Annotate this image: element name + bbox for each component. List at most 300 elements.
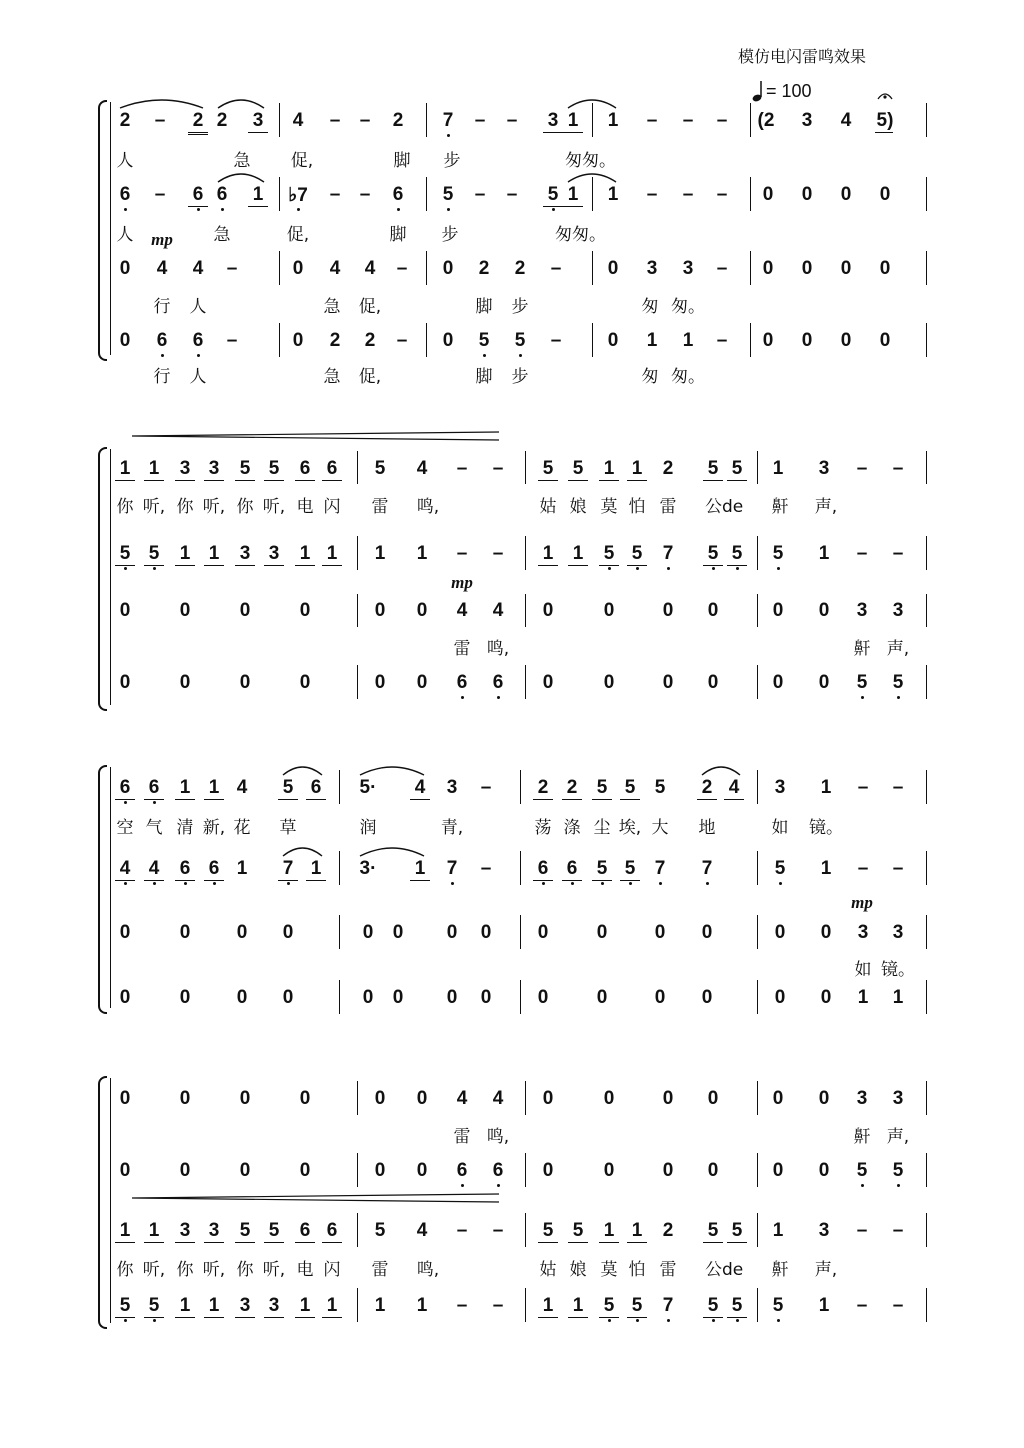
lyric-syllable: 怕 (628, 1260, 646, 1280)
note: 5 (282, 777, 294, 798)
note: 6 (326, 458, 338, 479)
note: – (396, 330, 408, 351)
note: 2 (392, 110, 404, 131)
note: 2 (364, 330, 376, 351)
note: 5 (148, 1295, 160, 1316)
note: 0 (603, 600, 615, 621)
note: 6 (156, 330, 168, 351)
note: – (456, 543, 468, 564)
note: 0 (840, 330, 852, 351)
lyric-syllable: 声, (814, 497, 838, 517)
note: 1 (416, 543, 428, 564)
note: 3 (208, 1220, 220, 1241)
note: 1 (414, 858, 426, 879)
note: 7 (662, 543, 674, 564)
note: 1 (416, 1295, 428, 1316)
note: 1 (818, 543, 830, 564)
note: 0 (662, 672, 674, 693)
lyric-syllable: 润 (359, 818, 377, 838)
note: 0 (239, 1160, 251, 1181)
note: 4 (416, 1220, 428, 1241)
note: 5 (119, 1295, 131, 1316)
note: 0 (282, 922, 294, 943)
lyric-syllable: 花 (233, 818, 251, 838)
note: 3 (857, 922, 869, 943)
lyric-syllable: 雷 (659, 497, 677, 517)
note: 0 (707, 1160, 719, 1181)
note: 2 (662, 1220, 674, 1241)
note: 5 (772, 543, 784, 564)
lyric-syllable: 大 (651, 818, 669, 838)
note: 0 (879, 258, 891, 279)
lyric-syllable: 匆。 (671, 297, 705, 317)
note: 1 (119, 1220, 131, 1241)
note: 1 (236, 858, 248, 879)
note: 7 (442, 110, 454, 131)
note: 1 (310, 858, 322, 879)
note: 1 (607, 110, 619, 131)
crescendo-hairpin (132, 432, 499, 440)
lyric-syllable: 气 (145, 818, 163, 838)
lyric-syllable: 新, (202, 818, 226, 838)
note: 0 (596, 987, 608, 1008)
lyric-syllable: 促, (290, 151, 314, 171)
note: 2 (537, 777, 549, 798)
note: 0 (179, 600, 191, 621)
note: – (456, 1295, 468, 1316)
note: 4 (119, 858, 131, 879)
note: 5 (547, 184, 559, 205)
note: 0 (762, 258, 774, 279)
lyric-syllable: 如 (854, 960, 872, 980)
note: 3 (446, 777, 458, 798)
note: – (856, 1295, 868, 1316)
note: 0 (818, 1088, 830, 1109)
note: 6 (208, 858, 220, 879)
lyric-syllable: 公de (705, 497, 744, 517)
note: 3 (892, 1088, 904, 1109)
lyric-syllable: 匆 (641, 367, 659, 387)
note: 2 (514, 258, 526, 279)
note: 7 (662, 1295, 674, 1316)
note: 0 (603, 672, 615, 693)
lyric-syllable: 鸣, (416, 497, 440, 517)
slur (360, 848, 424, 856)
note: 0 (701, 987, 713, 1008)
note: – (329, 184, 341, 205)
note: 0 (299, 1088, 311, 1109)
note: 0 (119, 672, 131, 693)
note: 5 (624, 777, 636, 798)
note: 0 (772, 1160, 784, 1181)
note: 0 (607, 258, 619, 279)
lyric-syllable: 闪 (323, 497, 341, 517)
note: 2 (192, 110, 204, 131)
note: 5 (654, 777, 666, 798)
note: 1 (572, 1295, 584, 1316)
note: 0 (654, 987, 666, 1008)
note: 0 (818, 1160, 830, 1181)
note: 1 (772, 458, 784, 479)
note: 0 (537, 987, 549, 1008)
note: 5 (374, 1220, 386, 1241)
note: 1 (179, 1295, 191, 1316)
note: – (856, 1220, 868, 1241)
note: 0 (840, 258, 852, 279)
note: 0 (542, 600, 554, 621)
note: 0 (772, 672, 784, 693)
note: 0 (374, 600, 386, 621)
note: 7 (654, 858, 666, 879)
note: 0 (542, 1160, 554, 1181)
note: 0 (542, 672, 554, 693)
note: 0 (179, 672, 191, 693)
note: 1 (607, 184, 619, 205)
note: 6 (456, 672, 468, 693)
lyric-syllable: 鸣, (486, 639, 510, 659)
note: 4 (492, 600, 504, 621)
note: 5 (856, 672, 868, 693)
lyric-syllable: 听, (262, 1260, 286, 1280)
lyric-syllable: 人 (116, 225, 134, 245)
note: 0 (818, 672, 830, 693)
note: 1 (631, 458, 643, 479)
note: – (492, 543, 504, 564)
lyric-syllable: 人 (189, 367, 207, 387)
note: 5 (772, 1295, 784, 1316)
note: 0 (662, 1160, 674, 1181)
note: 5 (542, 458, 554, 479)
note: 1 (326, 543, 338, 564)
lyric-syllable: 荡 (534, 818, 552, 838)
lyric-syllable: 声, (814, 1260, 838, 1280)
note: 2 (701, 777, 713, 798)
note: 0 (801, 330, 813, 351)
note: 5 (148, 543, 160, 564)
note: 5 (707, 1295, 719, 1316)
note: 4 (192, 258, 204, 279)
lyric-syllable: 电 (296, 1260, 314, 1280)
note: 0 (119, 1088, 131, 1109)
note: 5 (892, 672, 904, 693)
slur (218, 174, 264, 182)
note: 3 (179, 1220, 191, 1241)
note: 6 (192, 330, 204, 351)
note: 0 (282, 987, 294, 1008)
note: 0 (603, 1160, 615, 1181)
lyric-syllable: 听, (202, 1260, 226, 1280)
note: 0 (654, 922, 666, 943)
lyric-syllable: 鸣, (486, 1127, 510, 1147)
lyric-syllable: 空 (116, 818, 134, 838)
lyric-syllable: 鼾 (853, 639, 871, 659)
note: 0 (119, 987, 131, 1008)
note: 5 (707, 458, 719, 479)
note: 5 (514, 330, 526, 351)
note: 0 (392, 922, 404, 943)
lyric-syllable: 听, (202, 497, 226, 517)
note: 7 (701, 858, 713, 879)
note: 1 (299, 543, 311, 564)
lyric-syllable: 你 (176, 497, 194, 517)
note: 0 (299, 672, 311, 693)
note: 1 (374, 543, 386, 564)
note: 0 (416, 600, 428, 621)
note: – (550, 330, 562, 351)
lyric-syllable: 促, (358, 367, 382, 387)
lyric-syllable: 急 (323, 297, 341, 317)
note: 1 (646, 330, 658, 351)
note: 5 (542, 1220, 554, 1241)
note: 0 (442, 258, 454, 279)
note: 3 (268, 1295, 280, 1316)
lyric-syllable: 步 (511, 367, 529, 387)
lyric-syllable: 鼾 (853, 1127, 871, 1147)
note: 3 (774, 777, 786, 798)
note: 5 (731, 1220, 743, 1241)
lyric-syllable: 草 (279, 818, 297, 838)
note: – (856, 458, 868, 479)
slur (360, 767, 424, 775)
note: 3 (179, 458, 191, 479)
note: 5 (572, 1220, 584, 1241)
note: 0 (537, 922, 549, 943)
lyric-syllable: 莫 (600, 497, 618, 517)
note: 6 (192, 184, 204, 205)
note: 5· (359, 777, 377, 798)
note: 0 (801, 184, 813, 205)
note: 5 (631, 543, 643, 564)
note: 3 (818, 1220, 830, 1241)
note: 4 (456, 600, 468, 621)
note: – (154, 184, 166, 205)
lyric-syllable: 脚 (389, 225, 407, 245)
lyric-syllable: 你 (236, 1260, 254, 1280)
note: (2 (757, 110, 775, 131)
note: 6 (216, 184, 228, 205)
note: 0 (596, 922, 608, 943)
note: 4 (329, 258, 341, 279)
note: 0 (774, 922, 786, 943)
note: 4 (456, 1088, 468, 1109)
note: 0 (818, 600, 830, 621)
lyric-syllable: 脚 (475, 367, 493, 387)
note: – (550, 258, 562, 279)
lyric-syllable: 急 (213, 225, 231, 245)
note: 0 (179, 987, 191, 1008)
lyric-syllable: 公de (705, 1260, 744, 1280)
note: 0 (119, 1160, 131, 1181)
note: 1 (820, 858, 832, 879)
lyric-syllable: 匆。 (671, 367, 705, 387)
note: – (456, 458, 468, 479)
note: 1 (857, 987, 869, 1008)
note: 0 (603, 1088, 615, 1109)
lyric-syllable: 雷 (371, 1260, 389, 1280)
note: 4 (292, 110, 304, 131)
effect-annotation: 模仿电闪雷鸣效果 (738, 47, 867, 66)
note: 1 (682, 330, 694, 351)
lyric-syllable: 急 (323, 367, 341, 387)
lyric-syllable: 雷 (371, 497, 389, 517)
lyric-syllable: 急 (233, 151, 251, 171)
lyric-syllable: 姑 (539, 497, 557, 517)
note: 6 (119, 777, 131, 798)
note: 1 (818, 1295, 830, 1316)
note: 0 (662, 1088, 674, 1109)
note: ♭7 (288, 185, 308, 206)
note: 4 (416, 458, 428, 479)
slur (283, 848, 322, 856)
lyric-syllable: 雷 (659, 1260, 677, 1280)
note: 5 (707, 1220, 719, 1241)
lyric-syllable: 姑 (539, 1260, 557, 1280)
note: 0 (374, 672, 386, 693)
note: 4 (492, 1088, 504, 1109)
note: 5 (119, 543, 131, 564)
note: 0 (480, 922, 492, 943)
lyric-syllable: 电 (296, 497, 314, 517)
lyric-syllable: 鼾 (771, 497, 789, 517)
note: 0 (879, 330, 891, 351)
lyric-syllable: 听, (142, 1260, 166, 1280)
note: 0 (762, 330, 774, 351)
note: 5 (603, 543, 615, 564)
lyric-syllable: 脚 (475, 297, 493, 317)
note: 1 (542, 543, 554, 564)
slur (283, 767, 322, 775)
note: 6 (537, 858, 549, 879)
note: 1 (299, 1295, 311, 1316)
note: 1 (772, 1220, 784, 1241)
note: 6 (299, 1220, 311, 1241)
note: 0 (236, 922, 248, 943)
note: 1 (119, 458, 131, 479)
note: 1 (374, 1295, 386, 1316)
note: 4 (148, 858, 160, 879)
note: – (506, 110, 518, 131)
note: – (492, 1220, 504, 1241)
note: 0 (362, 922, 374, 943)
note: 3 (856, 600, 868, 621)
note: 5 (624, 858, 636, 879)
lyric-syllable: 鸣, (416, 1260, 440, 1280)
note: – (474, 184, 486, 205)
note: 3 (268, 543, 280, 564)
note: 6 (119, 184, 131, 205)
note: – (682, 184, 694, 205)
note: 6 (392, 184, 404, 205)
note: – (480, 777, 492, 798)
lyric-syllable: 埃, (618, 818, 642, 838)
note: – (154, 110, 166, 131)
lyric-syllable: 你 (236, 497, 254, 517)
note: 1 (542, 1295, 554, 1316)
note: – (892, 777, 904, 798)
note: – (329, 110, 341, 131)
lyric-syllable: 匆 (641, 297, 659, 317)
note: – (892, 1220, 904, 1241)
note: 1 (148, 458, 160, 479)
note: 1 (820, 777, 832, 798)
note: 0 (801, 258, 813, 279)
note: 5 (596, 858, 608, 879)
note: – (682, 110, 694, 131)
lyric-syllable: 听, (262, 497, 286, 517)
lyric-syllable: 声, (886, 1127, 910, 1147)
note: 3 (818, 458, 830, 479)
lyric-syllable: 脚 (393, 151, 411, 171)
note: 5 (631, 1295, 643, 1316)
note: 5 (268, 458, 280, 479)
note: – (892, 1295, 904, 1316)
slur (568, 174, 616, 182)
note: 0 (119, 258, 131, 279)
note: 5 (268, 1220, 280, 1241)
note: – (857, 858, 869, 879)
note: 0 (772, 1088, 784, 1109)
note: 1 (572, 543, 584, 564)
lyric-syllable: 步 (511, 297, 529, 317)
note: – (474, 110, 486, 131)
note: 1 (179, 543, 191, 564)
note: 3 (892, 600, 904, 621)
note: 0 (119, 330, 131, 351)
note: 6 (148, 777, 160, 798)
lyric-syllable: 青, (440, 818, 464, 838)
lyric-syllable: 步 (443, 151, 461, 171)
dynamic-mp: mp (151, 230, 173, 249)
note: 2 (662, 458, 674, 479)
note: 5 (442, 184, 454, 205)
lyric-syllable: 鼾 (771, 1260, 789, 1280)
slur (120, 100, 203, 108)
note: 0 (119, 600, 131, 621)
note: 1 (631, 1220, 643, 1241)
note: – (480, 858, 492, 879)
note: – (492, 1295, 504, 1316)
note: 6 (299, 458, 311, 479)
note: – (506, 184, 518, 205)
note: 0 (416, 672, 428, 693)
note: 5 (731, 458, 743, 479)
lyric-syllable: 娘 (569, 1260, 587, 1280)
note: – (856, 543, 868, 564)
note: 0 (446, 987, 458, 1008)
note: 3 (208, 458, 220, 479)
note: 5 (239, 458, 251, 479)
note: 0 (772, 600, 784, 621)
note: 5 (731, 1295, 743, 1316)
lyric-syllable: 你 (116, 497, 134, 517)
note: 0 (707, 672, 719, 693)
note: 6 (492, 1160, 504, 1181)
note: 1 (603, 458, 615, 479)
note: – (716, 184, 728, 205)
note: – (892, 858, 904, 879)
lyric-syllable: 声, (886, 639, 910, 659)
note: 0 (820, 922, 832, 943)
lyric-syllable: 匆匆。 (555, 225, 606, 245)
note: 3 (239, 543, 251, 564)
note: 0 (840, 184, 852, 205)
note: 0 (292, 330, 304, 351)
note: 4 (414, 777, 426, 798)
note: – (359, 110, 371, 131)
lyric-syllable: 地 (698, 818, 716, 838)
dynamic-mp: mp (451, 573, 473, 592)
note: 0 (362, 987, 374, 1008)
